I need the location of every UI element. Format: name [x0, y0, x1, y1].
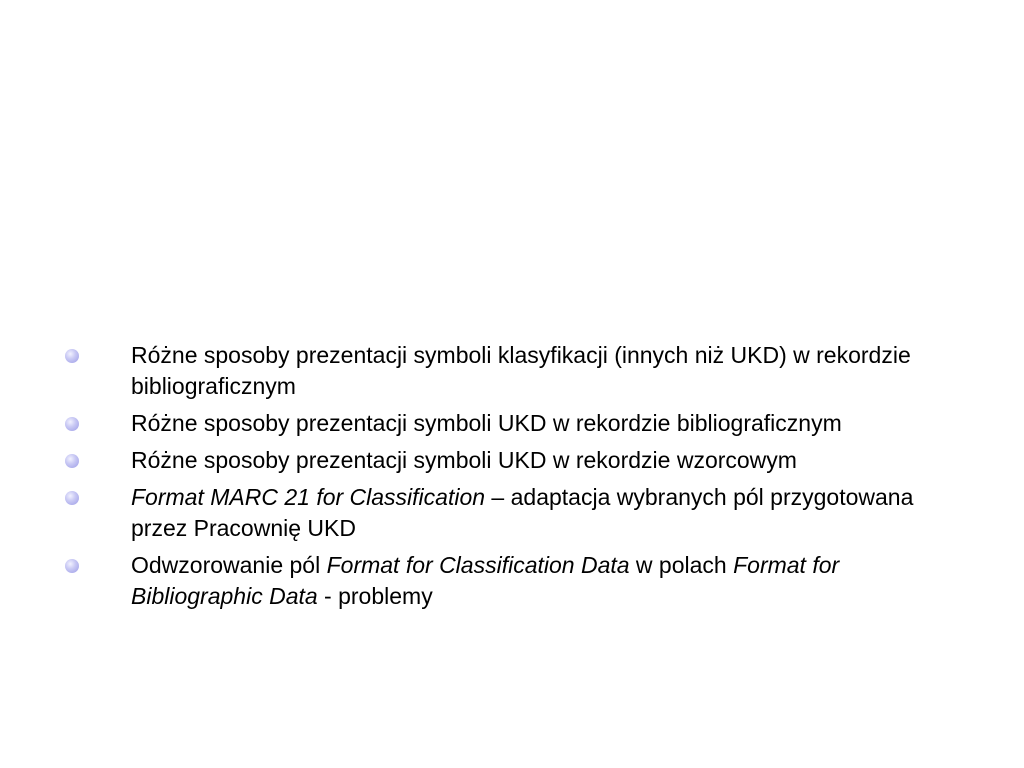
bullet-item-3 [62, 445, 962, 476]
bullet-dot-icon [65, 417, 79, 431]
text-segment: Różne sposoby prezentacji symboli UKD w rekordzie wzorcowym [131, 447, 797, 473]
text-segment: w polach [629, 552, 734, 578]
text-segment: - problemy [317, 583, 433, 609]
bullet-item-2 [62, 408, 962, 439]
bullet-text [131, 552, 839, 609]
text-segment: – adaptacja wybranych pól przygotowana przez Pracownię UKD [131, 484, 914, 541]
text-segment: Różne sposoby prezentacji symboli klasyfikacji (innych niż UKD) w rekordzie bibliograficznym [131, 342, 911, 399]
text-segment: Różne sposoby prezentacji symboli UKD w rekordzie bibliograficznym [131, 410, 842, 436]
bullet-dot-icon [65, 559, 79, 573]
bullet-list [62, 340, 962, 618]
bullet-text [131, 484, 913, 541]
bullet-item-4 [62, 482, 962, 544]
text-segment-italic: Format for Bibliographic Data [131, 552, 840, 609]
text-segment: Odwzorowanie pól [131, 552, 327, 578]
text-segment-italic: Format for Classification Data [326, 552, 630, 578]
bullet-text [131, 410, 842, 436]
bullet-text [131, 447, 797, 473]
bullet-item-1 [62, 340, 962, 402]
bullet-dot-icon [65, 349, 79, 363]
text-segment-italic: Format MARC 21 for Classification [131, 484, 486, 510]
bullet-item-5 [62, 550, 962, 612]
bullet-text [131, 342, 911, 399]
bullet-dot-icon [65, 454, 79, 468]
bullet-dot-icon [65, 491, 79, 505]
